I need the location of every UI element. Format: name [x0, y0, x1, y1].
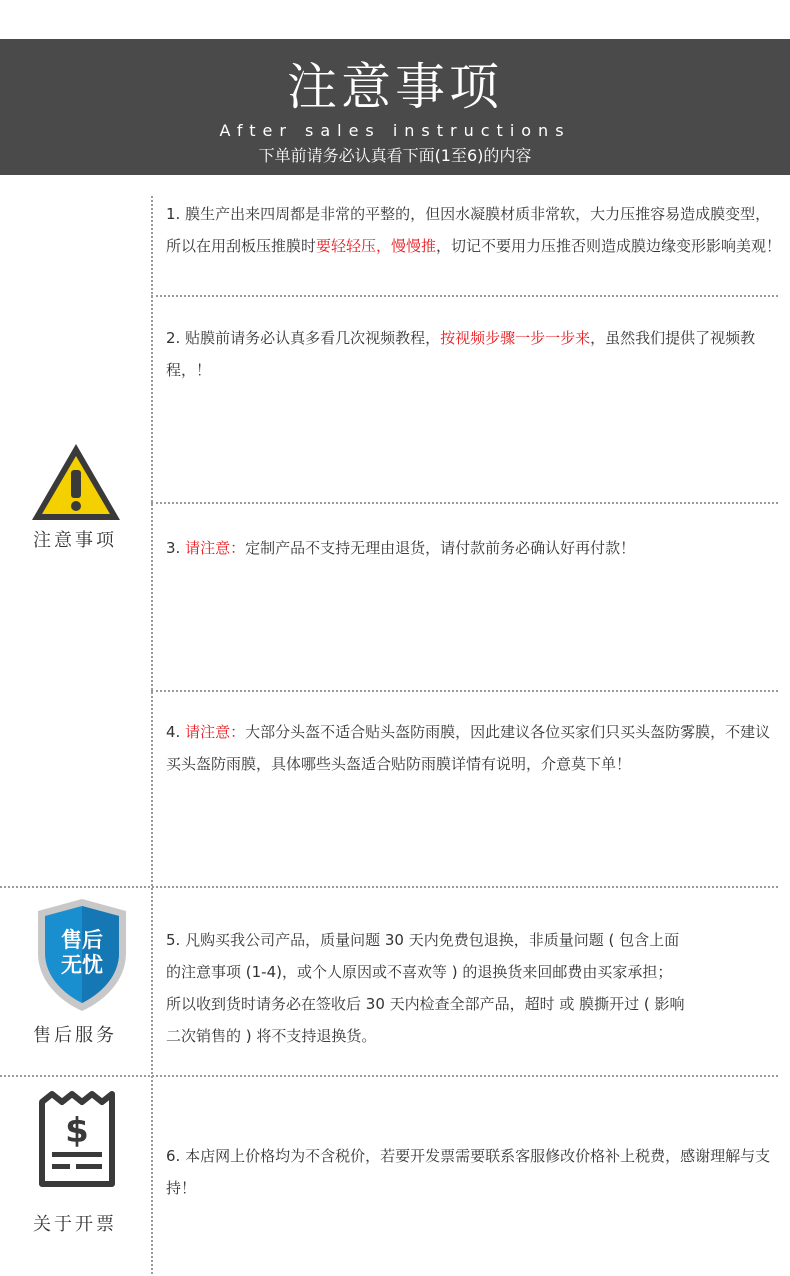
item-5-line-4: 二次销售的 ) 将不支持退换货。 — [166, 1027, 377, 1045]
header-banner — [0, 39, 790, 175]
notice-label: 注意事项 — [33, 530, 117, 551]
instruction-item-1 — [166, 198, 782, 262]
item-6-text: 6. 本店网上价格均为不含税价，若要开发票需要联系客服修改价格补上税费，感谢理解与支持！ — [166, 1147, 771, 1197]
item-4-highlight: 请注意： — [185, 723, 246, 741]
item-3-text-b: 定制产品不支持无理由退货，请付款前务必确认好再付款！ — [245, 539, 636, 557]
instruction-item-4 — [166, 716, 782, 780]
divider-2 — [151, 502, 778, 504]
item-2-highlight: 按视频步骤一步一步来 — [440, 329, 591, 347]
service-label: 售后服务 — [33, 1025, 117, 1046]
item-1-highlight: 要轻轻压，慢慢推 — [316, 237, 437, 255]
receipt-icon — [36, 1088, 118, 1192]
page-subtitle-cn: 下单前请务必认真看下面(1至6)的内容 — [258, 146, 532, 165]
receipt-dollar-glyph: $ — [65, 1111, 89, 1151]
instruction-item-3 — [166, 532, 782, 564]
item-1-text-a: 1. 膜生产出来四周都是非常的平整的，但因水凝膜材质非常软，大力压推容易造成膜变型，所以在用刮板压推膜时 — [166, 205, 771, 255]
item-5-line-2: 的注意事项 (1-4)，或个人原因或不喜欢等 ) 的退换货来回邮费由买家承担； — [166, 963, 673, 981]
item-3-text-a: 3. — [166, 539, 186, 557]
page-title: 注意事项 — [287, 58, 503, 116]
shield-badge-line1: 售后 — [61, 928, 103, 952]
page-subtitle-en: After sales instructions — [219, 121, 571, 140]
item-5-line-1: 5. 凡购买我公司产品，质量问题 30 天内免费包退换，非质量问题 ( 包含上面 — [166, 931, 680, 949]
shield-badge-icon — [34, 897, 130, 1017]
divider-4 — [0, 886, 778, 888]
invoice-label: 关于开票 — [33, 1214, 117, 1235]
item-1-text-b: ，切记不要用力压推否则造成膜边缘变形影响美观！ — [436, 237, 782, 255]
warning-icon — [30, 442, 122, 526]
divider-1 — [151, 295, 778, 297]
vertical-divider — [151, 196, 153, 1274]
item-4-text-a: 4. — [166, 723, 186, 741]
instruction-item-5 — [166, 924, 782, 1052]
item-5-line-3: 所以收到货时请务必在签收后 30 天内检查全部产品，超时 或 膜撕开过 ( 影响 — [166, 995, 685, 1013]
divider-3 — [151, 690, 778, 692]
instruction-item-6 — [166, 1140, 782, 1204]
divider-5 — [0, 1075, 778, 1077]
item-2-text-b: ，虽然我们提供了视频教程，！ — [166, 329, 756, 379]
instruction-item-2 — [166, 322, 782, 386]
item-4-text-b: 大部分头盔不适合贴头盔防雨膜，因此建议各位买家们只买头盔防雾膜，不建议买头盔防雨膜，具体哪些头盔适合贴防雨膜详情有说明，介意莫下单！ — [166, 723, 771, 773]
item-3-highlight: 请注意： — [185, 539, 246, 557]
item-2-text-a: 2. 贴膜前请务必认真多看几次视频教程， — [166, 329, 441, 347]
shield-badge-line2: 无忧 — [61, 953, 103, 977]
